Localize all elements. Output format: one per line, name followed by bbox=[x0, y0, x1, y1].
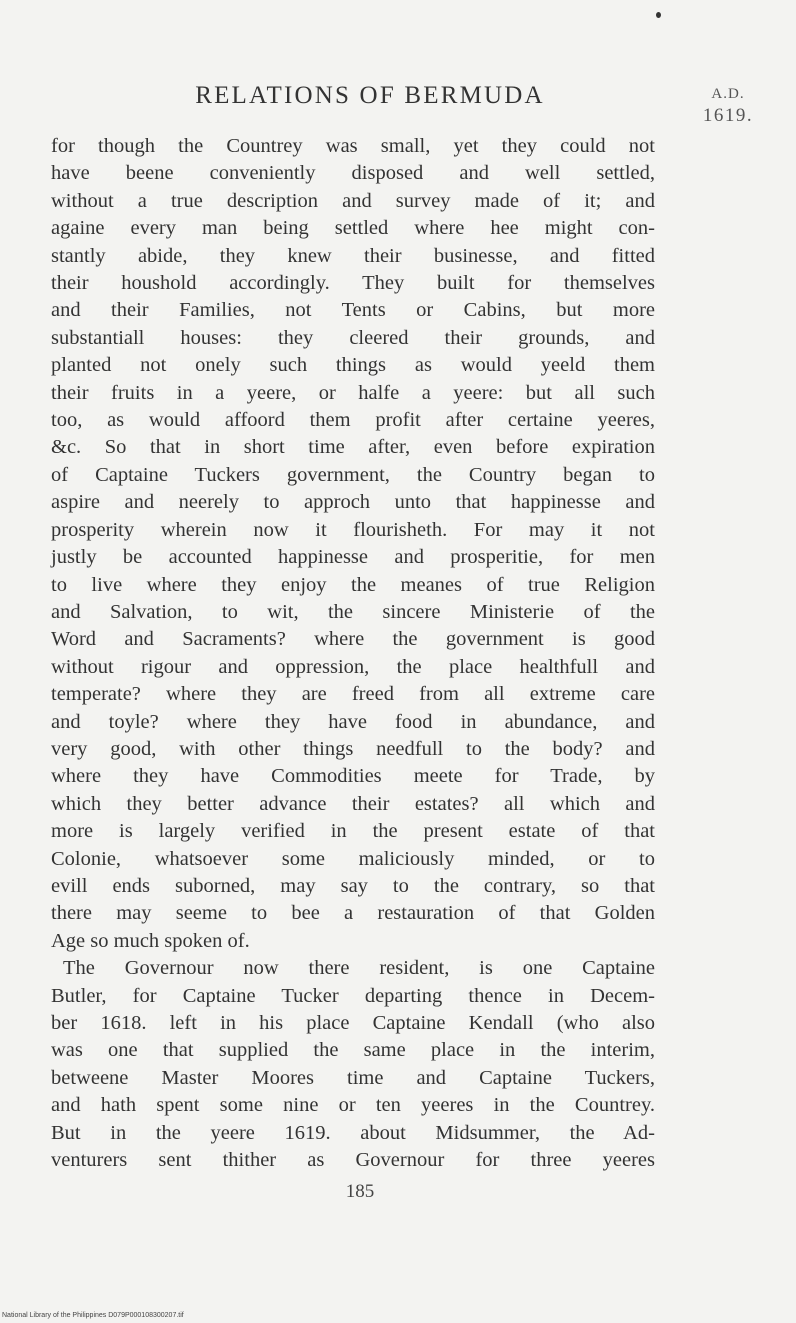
margin-year: 1619. bbox=[702, 105, 754, 126]
text-line: very good, with other things needfull to the body? and bbox=[51, 737, 655, 760]
paragraph-end-line: Age so much spoken of. bbox=[51, 929, 250, 952]
text-line: and toyle? where they have food in abundance, and bbox=[51, 710, 655, 733]
text-line: stantly abide, they knew their businesse, and fitted bbox=[51, 244, 655, 267]
running-title: RELATIONS OF BERMUDA bbox=[195, 82, 545, 109]
text-line: to live where they enjoy the meanes of true Religion bbox=[51, 573, 655, 596]
scan-stamp: National Library of the Philippines D079P000108300207.tif bbox=[2, 1312, 184, 1319]
text-line: substantiall houses: they cleered their grounds, and bbox=[51, 326, 655, 349]
text-line: justly be accounted happinesse and prosperitie, for men bbox=[51, 546, 655, 569]
text-line: where they have Commodities meete for Trade, by bbox=[51, 765, 655, 788]
text-line: which they better advance their estates? all which and bbox=[51, 792, 655, 815]
text-line: But in the yeere 1619. about Midsummer, the Ad- bbox=[51, 1121, 655, 1144]
text-line: have beene conveniently disposed and well settled, bbox=[51, 162, 655, 185]
text-line: their fruits in a yeere, or halfe a yeere: but all such bbox=[51, 381, 655, 404]
text-line: of Captaine Tuckers government, the Country began to bbox=[51, 463, 655, 486]
text-line: venturers sent thither as Governour for three yeeres bbox=[51, 1149, 655, 1172]
text-line: their houshold accordingly. They built for themselves bbox=[51, 272, 655, 295]
text-line: againe every man being settled where hee might con- bbox=[51, 217, 655, 240]
text-line: without rigour and oppression, the place healthfull and bbox=[51, 655, 655, 678]
text-line: &c. So that in short time after, even before expiration bbox=[51, 436, 655, 459]
text-line: Word and Sacraments? where the government is good bbox=[51, 628, 655, 651]
body-text bbox=[51, 133, 655, 1174]
text-line: too, as would affoord them profit after certaine yeeres, bbox=[51, 409, 655, 432]
text-line: ber 1618. left in his place Captaine Kendall (who also bbox=[51, 1012, 655, 1034]
text-line: aspire and neerely to approch unto that happinesse and bbox=[51, 491, 655, 514]
text-line: Colonie, whatsoever some maliciously minded, or to bbox=[51, 847, 655, 870]
margin-year-prefix: A.D. bbox=[711, 86, 745, 102]
margin-date-note bbox=[688, 86, 768, 127]
text-line: was one that supplied the same place in the interim, bbox=[51, 1039, 655, 1062]
text-line: and their Families, not Tents or Cabins, but more bbox=[51, 299, 655, 322]
text-line: evill ends suborned, may say to the contrary, so that bbox=[51, 874, 655, 897]
ink-speck bbox=[656, 12, 661, 18]
text-line: and hath spent some nine or ten yeeres in the Countrey. bbox=[51, 1094, 655, 1117]
paragraph-start-line: The Governour now there resident, is one Captaine bbox=[63, 957, 655, 980]
text-line: Butler, for Captaine Tucker departing thence in Decem- bbox=[51, 984, 655, 1007]
page-number: 185 bbox=[345, 1181, 375, 1202]
text-line: without a true description and survey made of it; and bbox=[51, 189, 655, 212]
text-line: more is largely verified in the present estate of that bbox=[51, 820, 655, 843]
text-line: betweene Master Moores time and Captaine Tuckers, bbox=[51, 1066, 655, 1089]
text-line: planted not onely such things as would yeeld them bbox=[51, 354, 655, 377]
text-line: temperate? where they are freed from all extreme care bbox=[51, 683, 655, 706]
text-line: prosperity wherein now it flourisheth. For may it not bbox=[51, 518, 655, 541]
text-line: there may seeme to bee a restauration of that Golden bbox=[51, 902, 655, 925]
text-line: and Salvation, to wit, the sincere Ministerie of the bbox=[51, 600, 655, 623]
text-line: for though the Countrey was small, yet they could not bbox=[51, 135, 655, 157]
